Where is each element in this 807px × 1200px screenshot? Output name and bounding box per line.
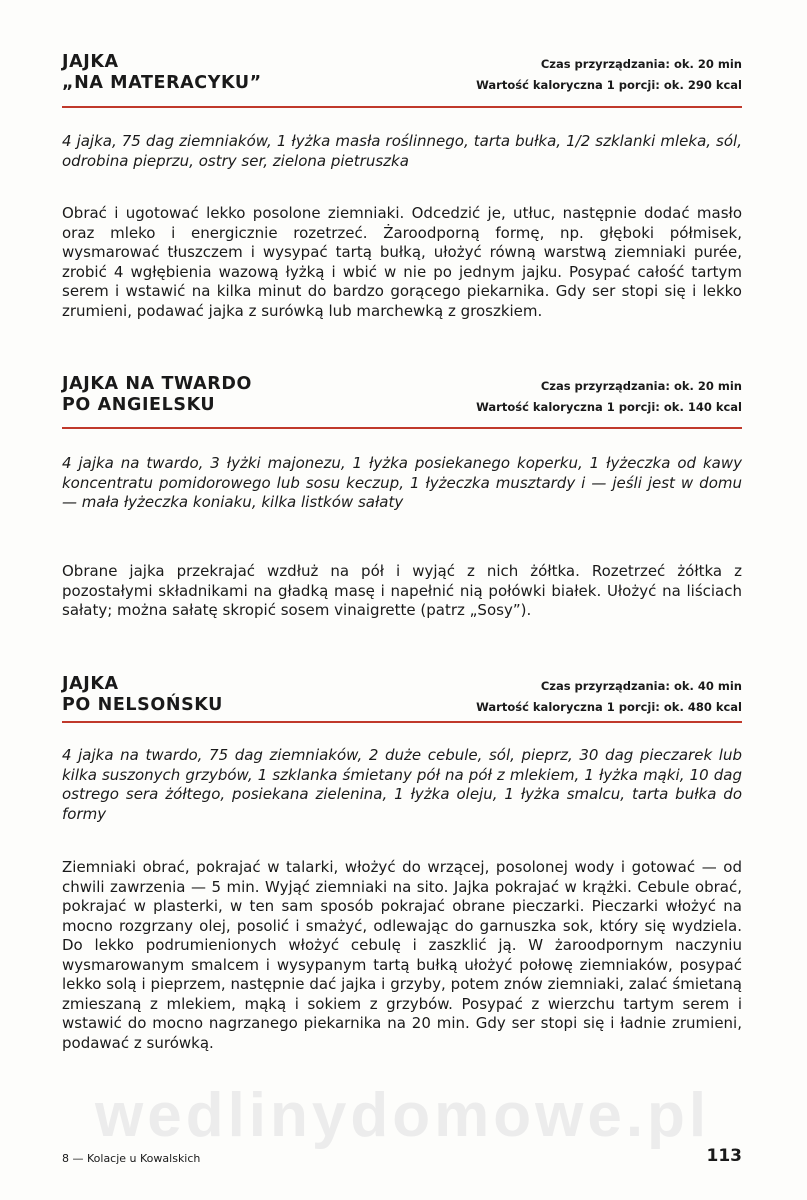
- recipe-title-line2: PO NELSOŃSKU: [62, 695, 223, 715]
- ingredients: 4 jajka na twardo, 3 łyżki majonezu, 1 łyżka posiekanego koperku, 1 łyżeczka od kawy koncentratu pomidorowego lub sosu keczup, 1 łyżeczka musztardy i — jeśli jest w domu — mała łyżeczka koniaku, kilka listków sałaty: [62, 454, 742, 511]
- red-divider: [62, 721, 742, 723]
- ingredients: 4 jajka na twardo, 75 dag ziemniaków, 2 duże cebule, sól, pieprz, 30 dag pieczarek lub kilka suszonych grzybów, 1 szklanka śmietany pół na pół z mlekiem, 1 łyżka mąki, 10 dag ostrego sera żółtego, posiekana zielenina, 1 łyżka oleju, 1 łyżka smalcu, tarta bułka do formy: [62, 746, 742, 823]
- calories: Wartość kaloryczna 1 porcji: ok. 290 kcal: [476, 78, 742, 92]
- recipe-title-line1: JAJKA: [62, 52, 119, 72]
- method: Obrać i ugotować lekko posolone ziemniaki. Odcedzić je, utłuc, następnie dodać masło oraz mleko i energicznie rozetrzeć. Żaroodporną formę, np. głęboki półmisek, wysmarować tłuszczem i wysypać tartą bułką, ułożyć równą warstwą ziemniaki purée, zrobić 4 wgłębienia wazową łyżką i wbić w nie po jednym jajku. Posypać całość tartym serem i wstawić na kilka minut do bardzo gorącego piekarnika. Gdy ser stopi się i lekko zrumieni, podawać jajka z surówką lub marchewką z groszkiem.: [62, 204, 742, 320]
- red-divider: [62, 106, 742, 108]
- prep-time: Czas przyrządzania: ok. 20 min: [540, 379, 742, 393]
- recipe-title-line1: JAJKA NA TWARDO: [62, 374, 252, 394]
- recipe-title: [62, 52, 262, 94]
- method: Ziemniaki obrać, pokrajać w talarki, włożyć do wrzącej, posolonej wody i gotować — od chwili zawrzenia — 5 min. Wyjąć ziemniaki na sito. Jajka pokrajać w krążki. Cebule obrać, pokrajać w plasterki, w ten sam sposób pokrajać obrane pieczarki. Pieczarki włożyć na mocno rozgrzany olej, posolić i smażyć, odlewając do garnuszka sok, który się wydziela. Do lekko podrumienionych włożyć cebulę i zaszklić ją. W żaroodpornym naczyniu wysmarowanym smalcem i wysypanym tartą bułką ułożyć połowę ziemniaków, posypać lekko solą i pieprzem, następnie dać jajka i grzyby, potem znów ziemniaki, zalać śmietaną zmieszaną z mlekiem, mąką i sokiem z grzybów. Posypać z wierzchu tartym serem i wstawić do mocno nagrzanego piekarnika na 20 min. Gdy ser stopi się i ładnie zrumieni, podawać z surówką.: [62, 858, 742, 1052]
- recipe-title-line2: PO ANGIELSKU: [62, 395, 216, 415]
- page-number: 113: [706, 1146, 742, 1166]
- recipe-meta: [476, 54, 742, 96]
- calories: Wartość kaloryczna 1 porcji: ok. 140 kcal: [476, 400, 742, 414]
- footer-chapter: 8 — Kolacje u Kowalskich: [62, 1152, 201, 1165]
- recipe-meta: [476, 376, 742, 418]
- watermark: wedlinydomowe.pl: [95, 1081, 711, 1150]
- red-divider: [62, 427, 742, 429]
- recipe-meta: [476, 676, 742, 718]
- ingredients: 4 jajka, 75 dag ziemniaków, 1 łyżka masła roślinnego, tarta bułka, 1/2 szklanki mleka, sól, odrobina pieprzu, ostry ser, zielona pietruszka: [62, 132, 742, 170]
- recipe-title-line2: „NA MATERACYKU”: [62, 73, 262, 93]
- recipe-title: [62, 674, 223, 716]
- recipe-title: [62, 374, 252, 416]
- calories: Wartość kaloryczna 1 porcji: ok. 480 kcal: [476, 700, 742, 714]
- prep-time: Czas przyrządzania: ok. 20 min: [540, 57, 742, 71]
- recipe-title-line1: JAJKA: [62, 674, 119, 694]
- method: Obrane jajka przekrajać wzdłuż na pół i wyjąć z nich żółtka. Rozetrzeć żółtka z pozostałymi składnikami na gładką masę i napełnić nią połówki białek. Ułożyć na liściach sałaty; można sałatę skropić sosem vinaigrette (patrz „Sosy”).: [62, 562, 742, 619]
- prep-time: Czas przyrządzania: ok. 40 min: [540, 679, 742, 693]
